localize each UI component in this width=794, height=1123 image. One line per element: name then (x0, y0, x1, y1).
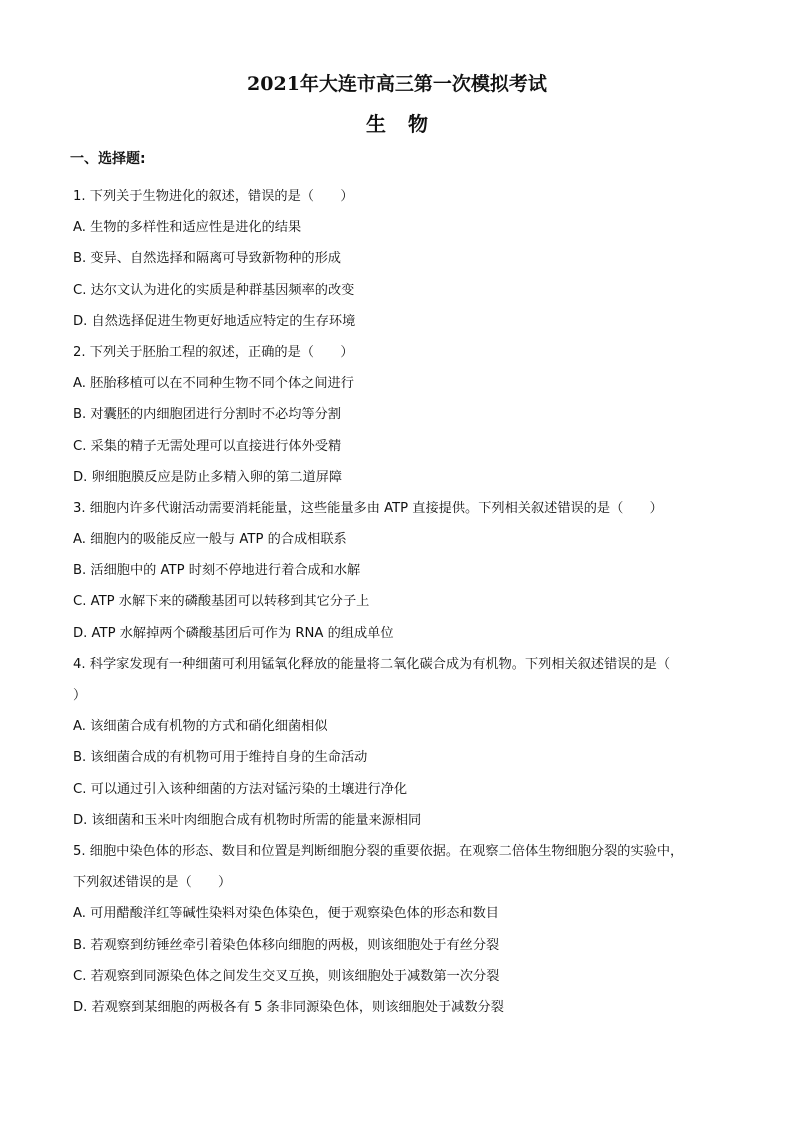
text-line: B. 该细菌合成的有机物可用于维持自身的生命活动 (73, 750, 368, 766)
section-heading: 一、选择题: (70, 151, 146, 167)
text-line: B. 变异、自然选择和隔离可导致新物种的形成 (73, 251, 341, 267)
text-line: D. 若观察到某细胞的两极各有 5 条非同源染色体，则该细胞处于减数分裂 (73, 999, 504, 1015)
text-line: 4. 科学家发现有一种细菌可利用锰氧化释放的能量将二氧化碳合成为有机物。下列相关叙述错误的是（ (73, 656, 671, 672)
question-list (73, 181, 723, 1023)
text-line: A. 生物的多样性和适应性是进化的结果 (73, 220, 302, 236)
text-line: A. 可用醋酸洋红等碱性染料对染色体染色，便于观察染色体的形态和数目 (73, 906, 499, 922)
text-line: B. 若观察到纺锤丝牵引着染色体移向细胞的两极，则该细胞处于有丝分裂 (73, 937, 500, 953)
text-line: C. 达尔文认为进化的实质是种群基因频率的改变 (73, 282, 355, 298)
document-title: 2021年大连市高三第一次模拟考试 (247, 73, 547, 95)
text-line: 5. 细胞中染色体的形态、数目和位置是判断细胞分裂的重要依据。在观察二倍体生物细胞分裂的实验中， (73, 843, 684, 859)
text-line: 2. 下列关于胚胎工程的叙述，正确的是（ ） (73, 344, 354, 360)
text-line: 1. 下列关于生物进化的叙述，错误的是（ ） (73, 189, 354, 204)
text-line: D. 自然选择促进生物更好地适应特定的生存环境 (73, 313, 356, 329)
text-line: C. 可以通过引入该种细菌的方法对锰污染的土壤进行净化 (73, 781, 408, 797)
text-line: A. 细胞内的吸能反应一般与 ATP 的合成相联系 (73, 532, 347, 548)
text-line: C. 采集的精子无需处理可以直接进行体外受精 (73, 438, 342, 454)
document-subject: 生物 (366, 112, 450, 136)
text-line: D. 该细菌和玉米叶肉细胞合成有机物时所需的能量来源相同 (73, 812, 422, 828)
text-line: 3. 细胞内许多代谢活动需要消耗能量，这些能量多由 ATP 直接提供。下列相关叙述错误的是（ ） (73, 500, 663, 516)
text-line: A. 胚胎移植可以在不同种生物不同个体之间进行 (73, 376, 354, 392)
text-line: ） (73, 688, 87, 703)
text-line: D. ATP 水解掉两个磷酸基团后可作为 RNA 的组成单位 (73, 625, 394, 641)
text-line: 下列叙述错误的是（ ） (73, 875, 232, 891)
text-line: B. 活细胞中的 ATP 时刻不停地进行着合成和水解 (73, 563, 361, 579)
text-line: C. 若观察到同源染色体之间发生交叉互换，则该细胞处于减数第一次分裂 (73, 968, 500, 984)
text-line: D. 卵细胞膜反应是防止多精入卵的第二道屏障 (73, 469, 343, 485)
text-line: A. 该细菌合成有机物的方式和硝化细菌相似 (73, 719, 328, 735)
text-line: C. ATP 水解下来的磷酸基团可以转移到其它分子上 (73, 594, 370, 610)
text-line: B. 对囊胚的内细胞团进行分割时不必均等分割 (73, 407, 341, 423)
